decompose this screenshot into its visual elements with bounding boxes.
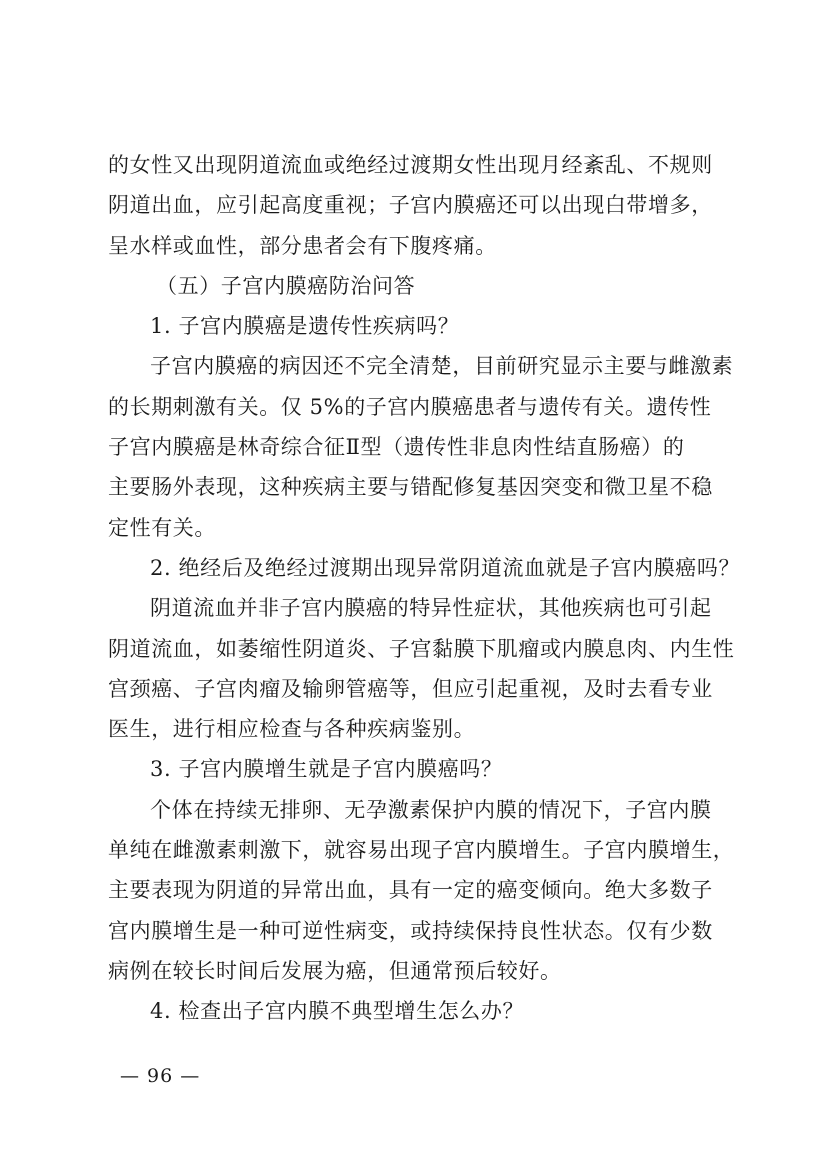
paragraph-line: 宫颈癌、子宫肉瘤及输卵管癌等，但应引起重视，及时去看专业 xyxy=(108,676,713,701)
question-heading: 4. 检查出子宫内膜不典型增生怎么办？ xyxy=(150,999,525,1024)
paragraph-line: 主要肠外表现，这种疾病主要与错配修复基因突变和微卫星不稳 xyxy=(108,475,713,500)
paragraph-line: 定性有关。 xyxy=(108,515,216,540)
paragraph-line: 的女性又出现阴道流血或绝经过渡期女性出现月经紊乱、不规则 xyxy=(108,153,713,177)
body-text xyxy=(108,145,741,1032)
question-heading: 1. 子宫内膜癌是遗传性疾病吗？ xyxy=(150,314,460,339)
section-heading: （五）子宫内膜癌防治问答 xyxy=(156,273,416,298)
paragraph-line: 的长期刺激有关。仅 5%的子宫内膜癌患者与遗传有关。遗传性 xyxy=(108,394,712,419)
question-heading: 2. 绝经后及绝经过渡期出现异常阴道流血就是子宫内膜癌吗？ xyxy=(150,555,741,580)
question-heading: 3. 子宫内膜增生就是子宫内膜癌吗？ xyxy=(150,757,503,782)
paragraph-line: 阴道出血，应引起高度重视；子宫内膜癌还可以出现白带增多， xyxy=(108,193,713,218)
paragraph-line: 病例在较长时间后发展为癌，但通常预后较好。 xyxy=(108,958,562,983)
paragraph-line: 子宫内膜癌的病因还不完全清楚，目前研究显示主要与雌激素 xyxy=(150,354,734,379)
paragraph-line: 宫内膜增生是一种可逆性病变，或持续保持良性状态。仅有少数 xyxy=(108,918,713,943)
paragraph-line: 单纯在雌激素刺激下，就容易出现子宫内膜增生。子宫内膜增生， xyxy=(108,838,735,863)
paragraph-line: 个体在持续无排卵、无孕激素保护内膜的情况下，子宫内膜 xyxy=(150,797,712,822)
paragraph-line: 阴道流血，如萎缩性阴道炎、子宫黏膜下肌瘤或内膜息肉、内生性 xyxy=(108,636,735,661)
paragraph-line: 主要表现为阴道的异常出血，具有一定的癌变倾向。绝大多数子 xyxy=(108,878,713,903)
paragraph-line: 呈水样或血性，部分患者会有下腹疼痛。 xyxy=(108,233,497,258)
paragraph-line: 子宫内膜癌是林奇综合征Ⅱ型（遗传性非息肉性结直肠癌）的 xyxy=(108,435,685,460)
page-number: — 96 — xyxy=(120,1065,201,1087)
paragraph-line: 阴道流血并非子宫内膜癌的特异性症状，其他疾病也可引起 xyxy=(150,596,712,621)
paragraph-line: 医生，进行相应检查与各种疾病鉴别。 xyxy=(108,717,476,742)
